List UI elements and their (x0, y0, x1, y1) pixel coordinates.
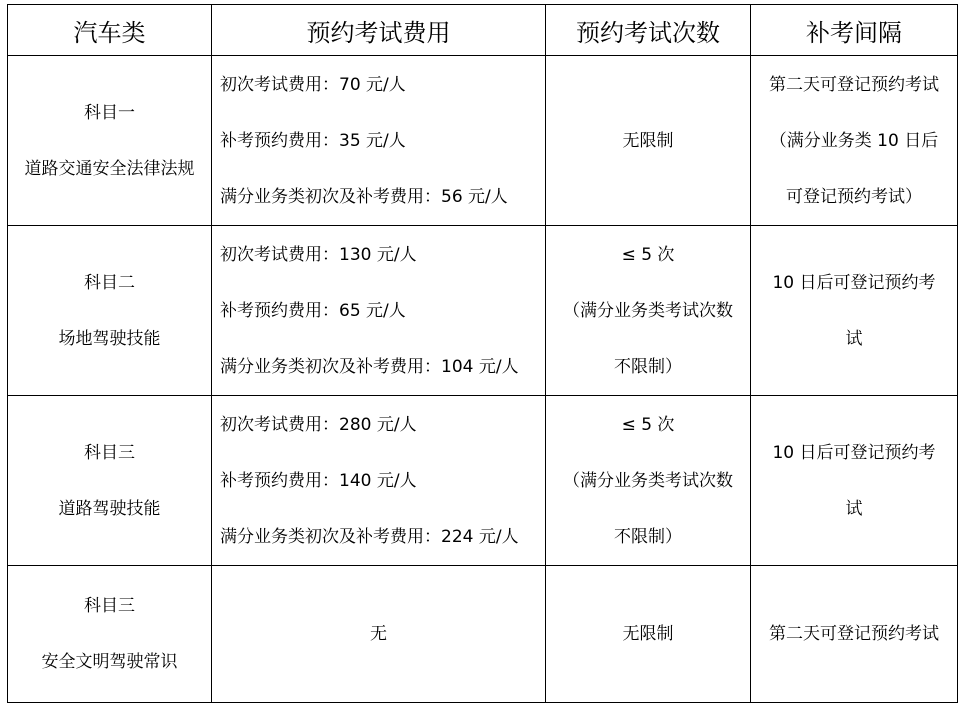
count-cell (546, 56, 751, 226)
count-text: （满分业务类考试次数 (563, 470, 733, 491)
interval-line: 10 日后可登记预约考 (772, 442, 936, 463)
interval-cell (751, 396, 958, 566)
fee-retake: 补考预约费用：35 元/人 (220, 130, 406, 151)
interval-cell (751, 566, 958, 703)
table-row (8, 396, 958, 566)
count-text: 无限制 (622, 624, 674, 644)
count-text: 不限制） (614, 526, 682, 547)
interval-line: 可登记预约考试） (786, 186, 922, 207)
interval-line: 第二天可登记预约考试 (769, 624, 939, 644)
category-cell (8, 566, 212, 703)
category-subject: 科目一 (84, 102, 135, 123)
count-cell (546, 226, 751, 396)
fee-initial: 初次考试费用：280 元/人 (220, 414, 417, 435)
fee-retake: 补考预约费用：65 元/人 (220, 300, 406, 321)
count-text: 无限制 (622, 130, 674, 151)
fee-full-score: 满分业务类初次及补考费用：56 元/人 (220, 186, 508, 207)
count-text: ≤ 5 次 (621, 414, 675, 435)
fees-cell (212, 396, 546, 566)
interval-cell (751, 226, 958, 396)
category-desc: 道路交通安全法律法规 (24, 158, 195, 179)
category-subject: 科目二 (84, 272, 135, 293)
category-desc: 场地驾驶技能 (58, 328, 161, 349)
header-category: 汽车类 (8, 5, 212, 56)
interval-line: 试 (845, 328, 863, 349)
table-row (8, 226, 958, 396)
count-cell (546, 396, 751, 566)
category-desc: 道路驾驶技能 (58, 498, 161, 519)
interval-line: 第二天可登记预约考试 (769, 74, 939, 95)
exam-fee-table (7, 4, 958, 703)
header-count: 预约考试次数 (546, 5, 751, 56)
interval-line: 试 (845, 498, 863, 519)
interval-cell (751, 56, 958, 226)
count-text: ≤ 5 次 (621, 244, 675, 265)
header-interval: 补考间隔 (751, 5, 958, 56)
fee-none: 无 (370, 624, 387, 644)
fee-initial: 初次考试费用：70 元/人 (220, 74, 406, 95)
interval-line: 10 日后可登记预约考 (772, 272, 936, 293)
fees-cell (212, 566, 546, 703)
fees-cell (212, 56, 546, 226)
fee-full-score: 满分业务类初次及补考费用：224 元/人 (220, 526, 519, 547)
header-fees: 预约考试费用 (212, 5, 546, 56)
category-cell (8, 56, 212, 226)
table-row (8, 566, 958, 703)
category-desc: 安全文明驾驶常识 (41, 652, 178, 672)
interval-line: （满分业务类 10 日后 (769, 130, 939, 151)
category-cell (8, 226, 212, 396)
table-header-row (8, 5, 958, 56)
exam-fee-table-container (7, 4, 958, 703)
fee-initial: 初次考试费用：130 元/人 (220, 244, 417, 265)
count-cell (546, 566, 751, 703)
count-text: （满分业务类考试次数 (563, 300, 733, 321)
fee-retake: 补考预约费用：140 元/人 (220, 470, 417, 491)
fees-cell (212, 226, 546, 396)
table-row (8, 56, 958, 226)
category-subject: 科目三 (84, 596, 135, 616)
category-subject: 科目三 (84, 442, 135, 463)
category-cell (8, 396, 212, 566)
fee-full-score: 满分业务类初次及补考费用：104 元/人 (220, 356, 519, 377)
count-text: 不限制） (614, 356, 682, 377)
